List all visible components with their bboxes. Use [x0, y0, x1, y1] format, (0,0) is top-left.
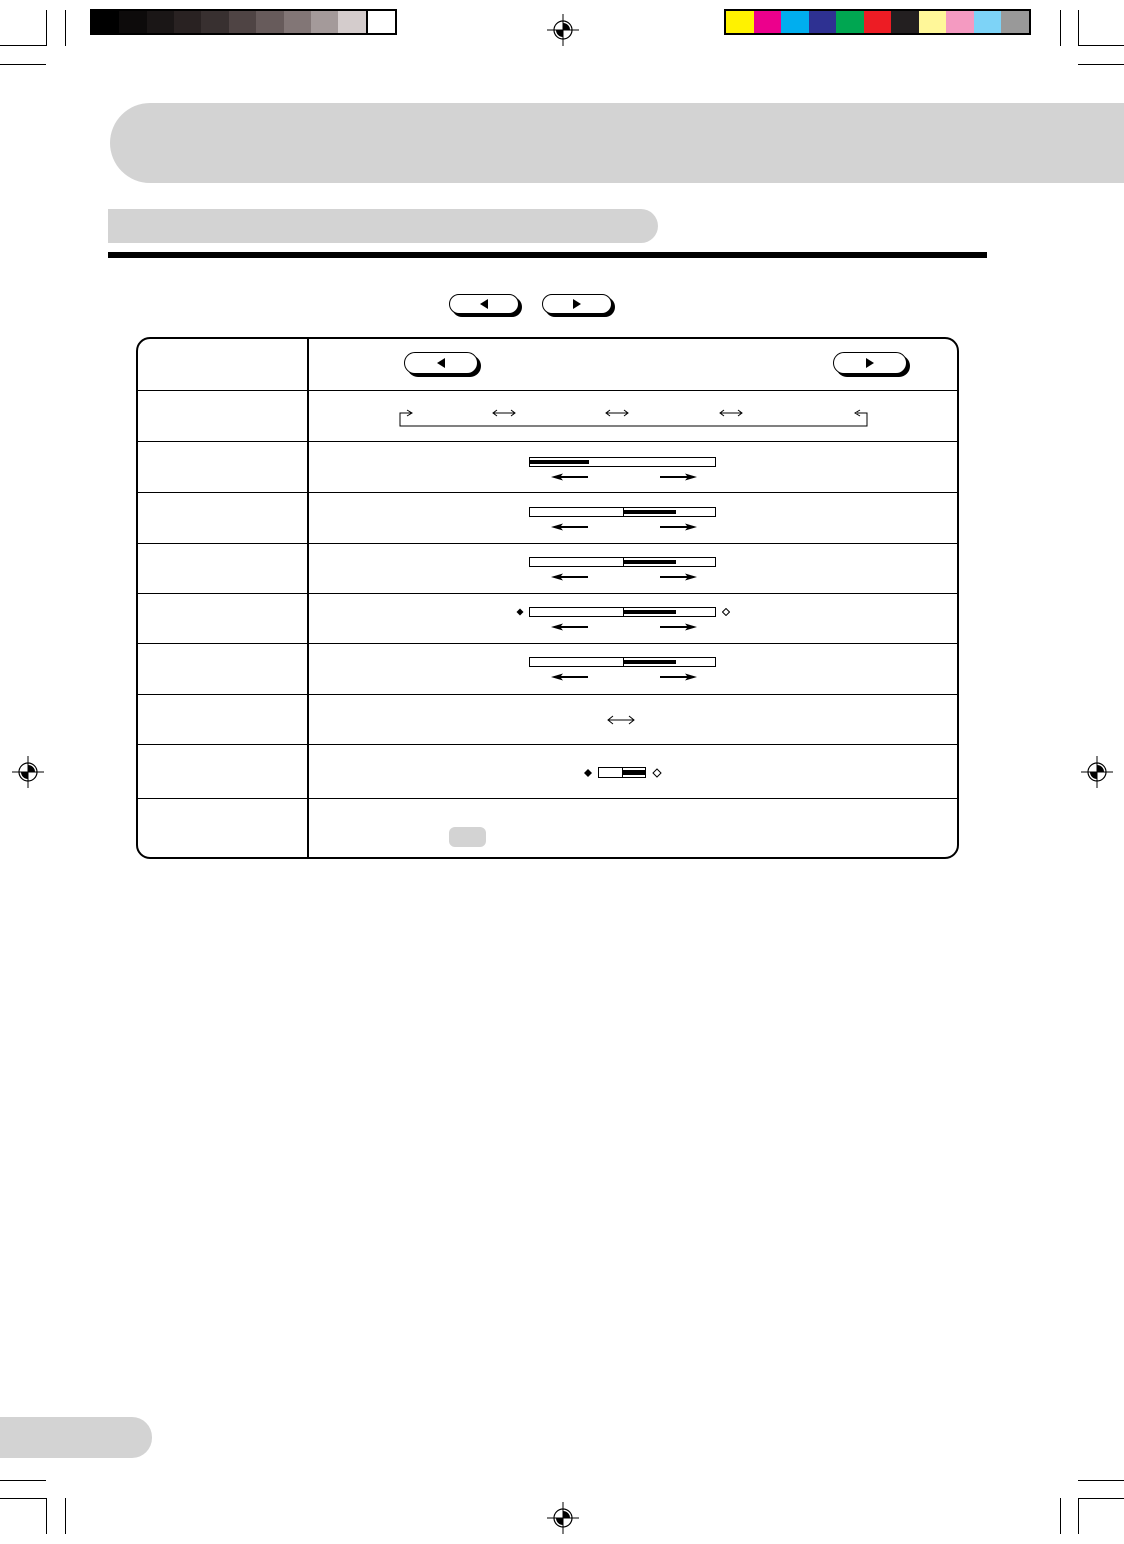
double-arrow-icon	[606, 410, 628, 416]
page-number-tab	[0, 1417, 152, 1458]
table-row-divider	[137, 798, 958, 799]
level-bar	[529, 507, 716, 517]
color-swatch	[147, 11, 174, 33]
registration-mark-icon	[12, 756, 44, 788]
table-row-divider	[137, 390, 958, 391]
level-bar	[529, 557, 716, 567]
color-swatch	[726, 11, 754, 33]
left-arrow-icon	[550, 522, 590, 532]
center-tick	[623, 508, 624, 516]
table-row-divider	[137, 744, 958, 745]
level-bar-fill	[623, 610, 677, 614]
color-swatch	[284, 11, 311, 33]
color-swatch	[338, 11, 365, 33]
level-bar-fill	[623, 510, 677, 514]
level-bar	[529, 607, 716, 617]
left-arrow-icon	[550, 572, 590, 582]
table-row-divider	[137, 593, 958, 594]
right-arrow-icon	[658, 672, 698, 682]
center-tick	[623, 608, 624, 616]
color-swatch	[891, 11, 919, 33]
level-bar-fill	[530, 460, 589, 464]
left-arrow-icon	[550, 622, 590, 632]
cycle-diagram	[395, 405, 870, 427]
open-diamond-icon	[722, 608, 730, 616]
filled-diamond-icon	[516, 608, 524, 616]
color-swatch	[256, 11, 283, 33]
open-diamond-icon	[652, 768, 662, 778]
table-row-divider	[137, 492, 958, 493]
double-arrow-icon	[493, 410, 515, 416]
level-bar-fill	[623, 660, 677, 664]
color-swatch	[174, 11, 201, 33]
process-color-bar	[724, 9, 1031, 35]
color-swatch	[974, 11, 1002, 33]
color-swatch	[1001, 11, 1029, 33]
color-swatch	[366, 11, 395, 33]
registration-mark-icon	[547, 14, 579, 46]
table-row-divider	[137, 694, 958, 695]
left-button[interactable]	[449, 294, 519, 314]
right-button[interactable]	[542, 294, 612, 314]
level-bar	[529, 657, 716, 667]
center-tick	[623, 558, 624, 566]
color-swatch	[864, 11, 892, 33]
color-swatch	[229, 11, 256, 33]
color-swatch	[119, 11, 146, 33]
section-title-banner	[108, 209, 658, 243]
left-arrow-icon	[550, 672, 590, 682]
table-right-button[interactable]	[833, 352, 907, 374]
filled-diamond-icon	[583, 768, 593, 778]
color-swatch	[311, 11, 338, 33]
color-swatch	[946, 11, 974, 33]
color-swatch	[754, 11, 782, 33]
left-triangle-icon	[480, 299, 488, 309]
registration-mark-icon	[547, 1502, 579, 1534]
right-arrow-icon	[658, 572, 698, 582]
grayscale-color-bar	[90, 9, 397, 35]
color-swatch	[781, 11, 809, 33]
double-arrow-icon	[720, 410, 742, 416]
right-arrow-icon	[658, 472, 698, 482]
registration-mark-icon	[1081, 756, 1113, 788]
table-row-divider	[137, 543, 958, 544]
color-swatch	[919, 11, 947, 33]
table-row-divider	[137, 643, 958, 644]
center-tick	[623, 658, 624, 666]
color-swatch	[809, 11, 837, 33]
color-swatch	[836, 11, 864, 33]
left-triangle-icon	[437, 358, 445, 368]
table-row-divider	[137, 441, 958, 442]
table-column-divider	[307, 338, 309, 858]
left-arrow-icon	[550, 472, 590, 482]
level-bar	[529, 457, 716, 467]
level-bar-fill	[622, 770, 645, 775]
level-bar	[598, 767, 646, 778]
right-triangle-icon	[573, 299, 581, 309]
color-swatch	[201, 11, 228, 33]
right-triangle-icon	[866, 358, 874, 368]
page-title-banner	[110, 103, 1124, 183]
section-rule	[108, 252, 987, 258]
highlight-tag	[449, 827, 486, 847]
right-arrow-icon	[658, 522, 698, 532]
color-swatch	[92, 11, 119, 33]
level-bar-fill	[623, 560, 677, 564]
double-arrow-icon	[606, 714, 636, 726]
table-left-button[interactable]	[404, 352, 478, 374]
right-arrow-icon	[658, 622, 698, 632]
